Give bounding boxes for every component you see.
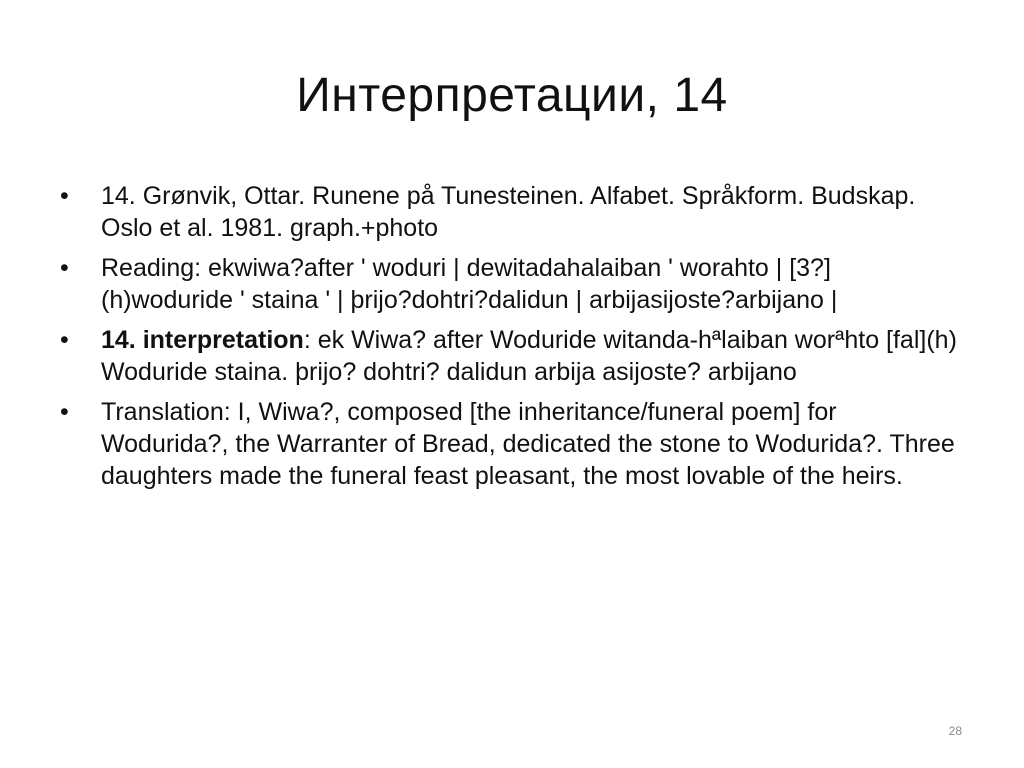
bullet-text: Translation: I, Wiwa?, composed [the inheritance/funeral poem] for Wodurida?, the Warranter of Bread, dedicated the stone to Wodurida?. Three daughters made the funeral feast pleasant, the most lovable of the heirs. [101,398,955,490]
bullet-dot-icon: • [60,326,69,354]
bullet-bold-label: 14. interpretation [101,326,304,354]
bullet-list [60,180,960,500]
bullet-dot-icon: • [60,182,69,210]
bullet-dot-icon: • [60,254,69,282]
bullet-item-reading [60,252,960,316]
bullet-item-translation [60,396,960,492]
bullet-text: Reading: ekwiwa?after ' woduri | dewitadahalaiban ' worahto | [3?](h)woduride ' staina ' | þrijo?dohtri?dalidun | arbijasijoste?arbijano | [101,254,838,314]
bullet-item-interpretation [60,324,960,388]
bullet-text: : ek Wiwa? after Woduride witanda-hªlaiban worªhto [fal](h) Woduride staina. þrijo? dohtri? dalidun arbija asijoste? arbijano [101,326,957,386]
slide-title: Интерпретации, 14 [296,69,728,122]
page-number: 28 [948,724,962,738]
bullet-item-reference [60,180,960,244]
bullet-text: 14. Grønvik, Ottar. Runene på Tunesteinen. Alfabet. Språkform. Budskap. Oslo et al. 1981. graph.+photo [101,182,916,242]
bullet-dot-icon: • [60,398,69,426]
